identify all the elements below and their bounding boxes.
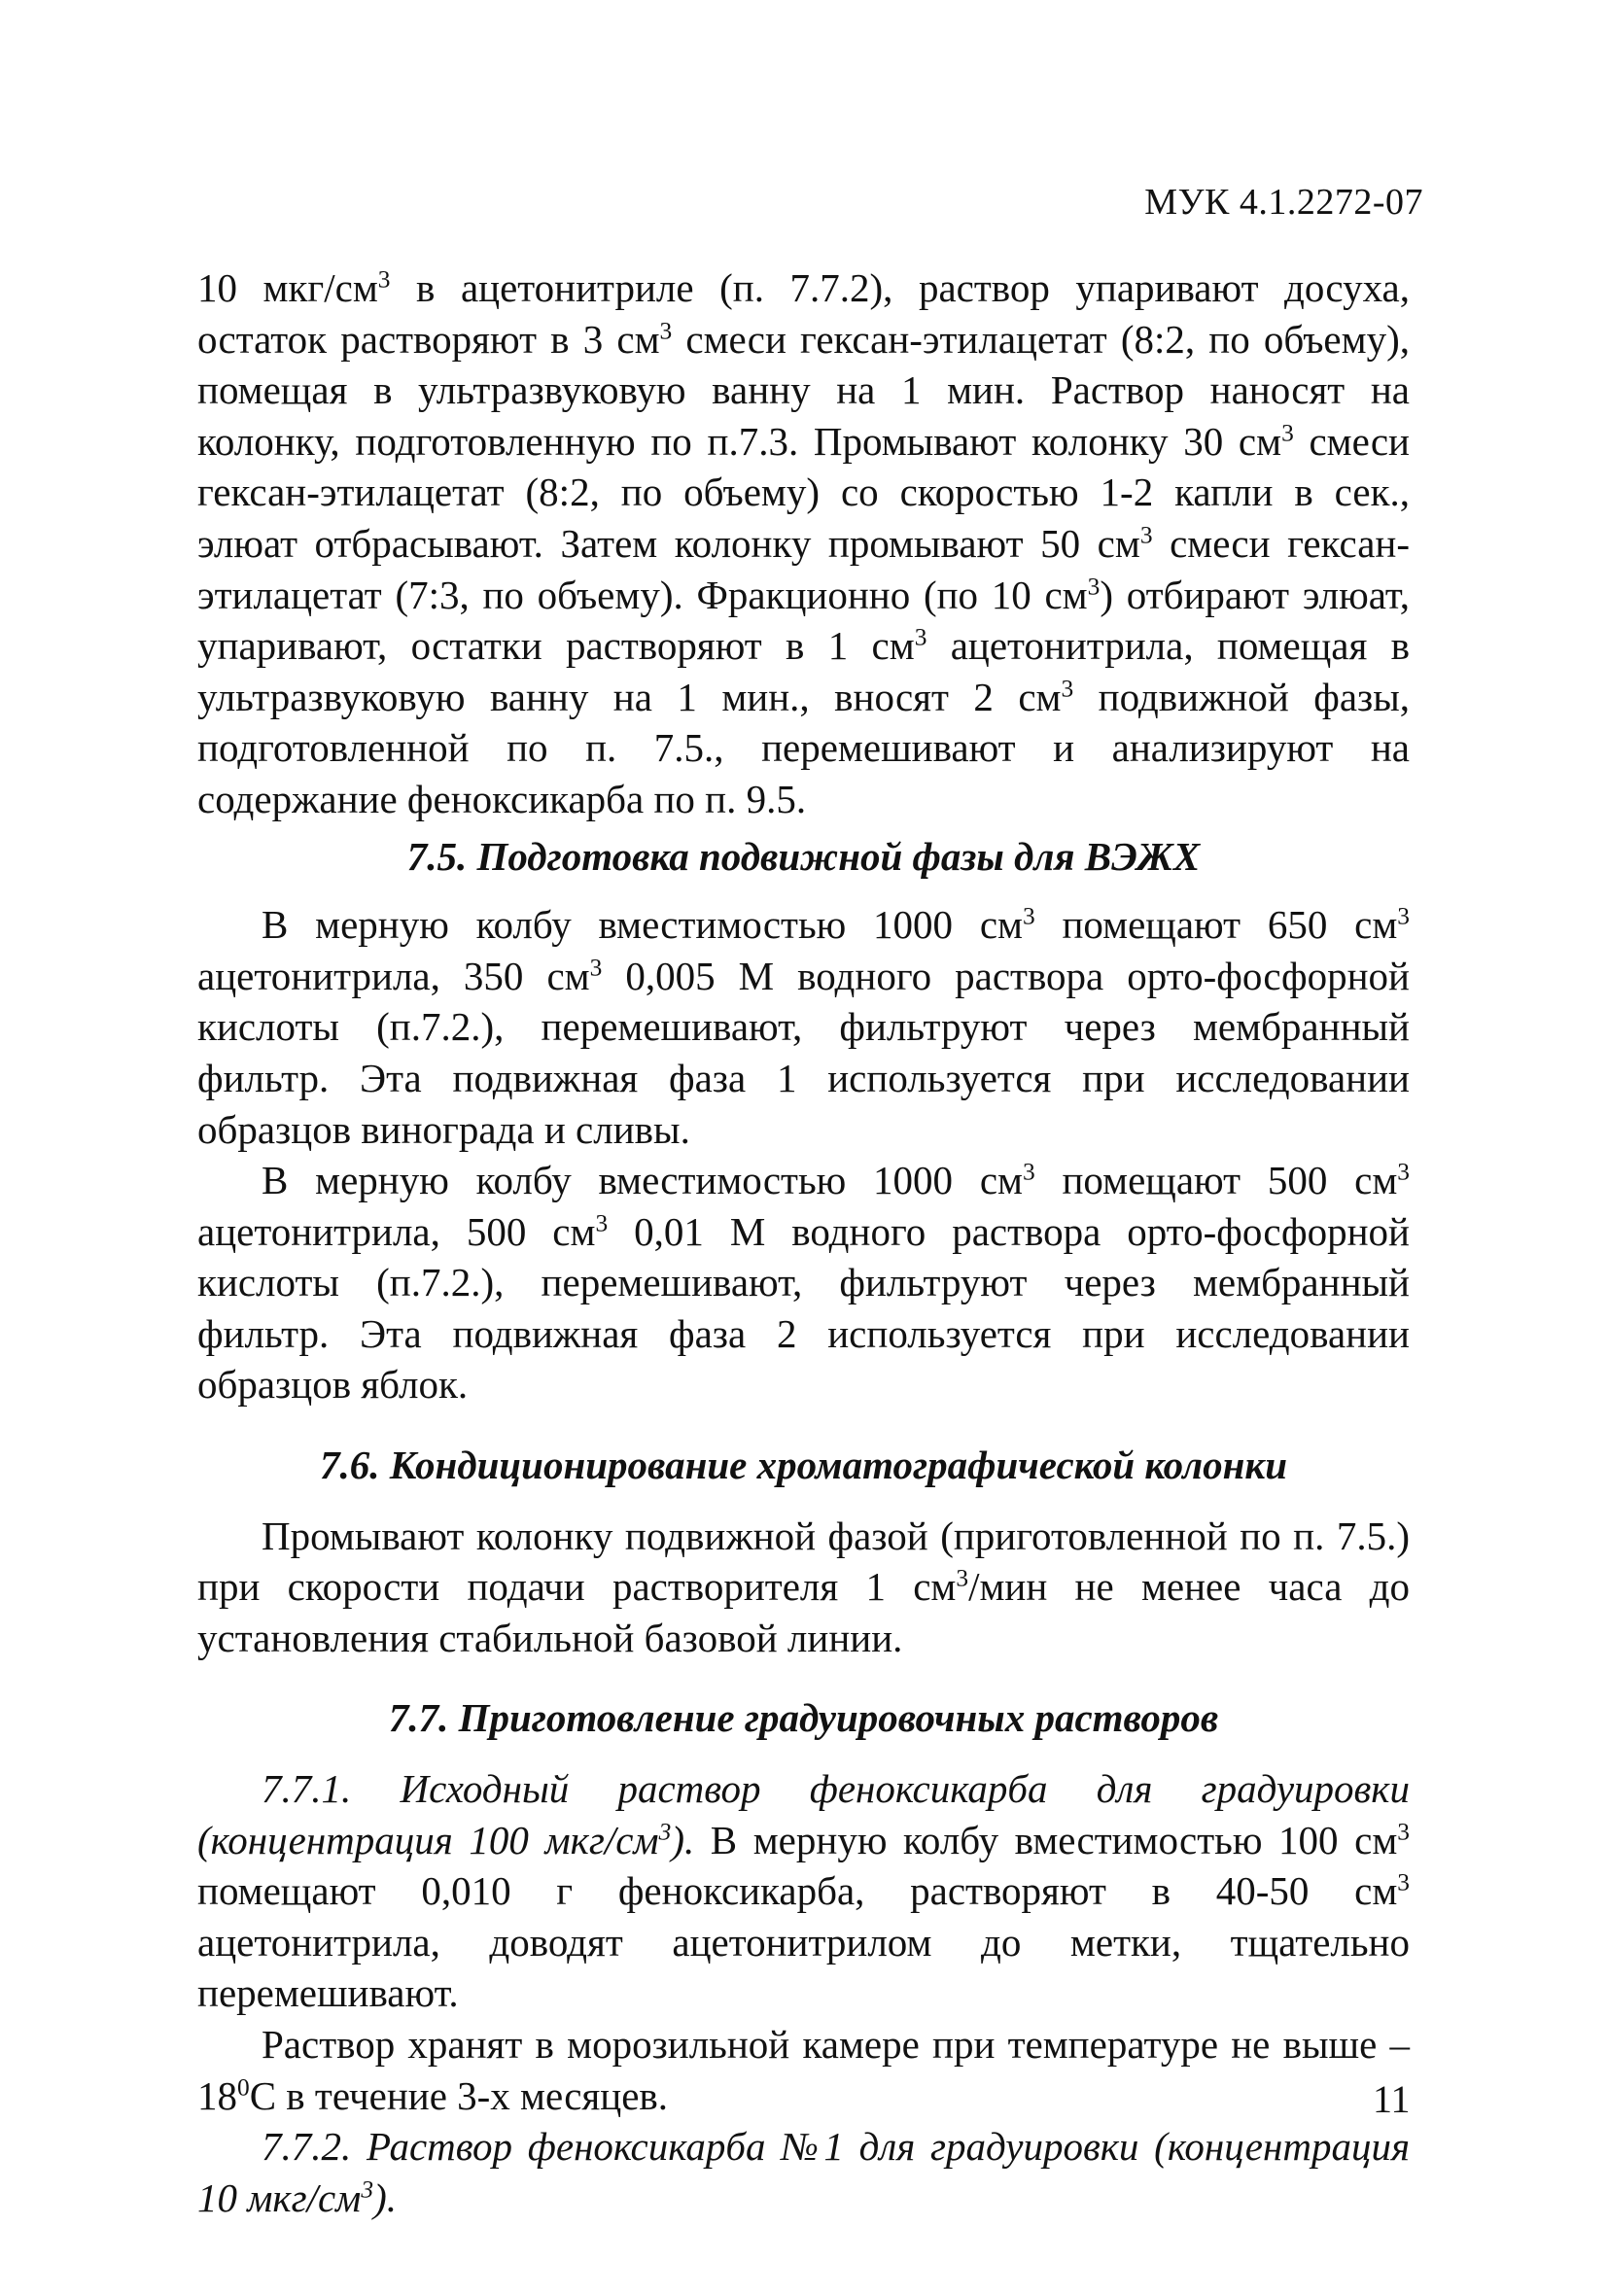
page-number: 11 (1373, 2077, 1411, 2121)
body-text (197, 262, 1410, 2223)
paragraph-7-7-storage: Раствор хранят в морозильной камере при температуре не выше $-18^0С$ в течение 3-х месяцев. (197, 2022, 1410, 2118)
paragraph-7-5-2: В мерную колбу вместимостью 1000 $см^3$ помещают 500 $см^3$ ацетонитрила, 500 $см^3$ 0,01 М водного раствора орто-фосфорной кислоты (п.7.2.), перемешивают, фильтруют через мембранный фильтр. Эта подвижная фаза 2 используется при исследовании образцов яблок. (197, 1158, 1411, 1408)
paragraph-7-7-2: 7.7.2. Раствор феноксикарба №1 для градуировки (концентрация 10 мкг/$см^3$). (197, 2124, 1410, 2220)
section-heading-7-7: 7.7. Приготовление градуировочных растворов (388, 1695, 1219, 1741)
section-heading-7-5: 7.5. Подготовка подвижной фазы для ВЭЖХ (406, 833, 1201, 879)
paragraph-7-6-1: Промывают колонку подвижной фазой (приготовленной по п. 7.5.) при скорости подачи растворителя 1 $см^3$/мин не менее часа до установления стабильной базовой линии. (197, 1513, 1410, 1660)
document-code: МУК 4.1.2272-07 (1144, 182, 1423, 223)
paragraph-7-7-1: 7.7.1. Исходный раствор феноксикарба для градуировки (концентрация 100 мкг/$см^3$). В мерную колбу вместимостью 100 $см^3$ помещают 0,010 г феноксикарба, растворяют в 40-50 $см^3$ ацетонитрила, доводят ацетонитрилом до метки, тщательно перемешивают. (197, 1766, 1410, 2016)
paragraph-7-5-1: В мерную колбу вместимостью 1000 $см^3$ помещают 650 $см^3$ ацетонитрила, 350 $см^3$ 0,005 М водного раствора орто-фосфорной кислоты (п.7.2.), перемешивают, фильтруют через мембранный фильтр. Эта подвижная фаза 1 используется при исследовании образцов винограда и сливы. (197, 902, 1410, 1152)
paragraph-continuation: 10 мкг/$см^3$ в ацетонитриле (п. 7.7.2), раствор упаривают досуха, остаток растворяют в 3 $см^3$ смеси гексан-этилацетат (8:2, по объему), помещая в ультразвуковую ванну на 1 мин. Раствор наносят на колонку, подготовленную по п.7.3. Промывают колонку 30 $см^3$ смеси гексан-этилацетат (8:2, по объему) со скоростью 1-2 капли в сек., элюат отбрасывают. Затем колонку промывают 50 $см^3$ смеси гексан-этилацетат (7:3, по объему). Фракционно (по 10 $см^3$) отбирают элюат, упаривают, остатки растворяют в 1 $см^3$ ацетонитрила, помещая в ультразвуковую ванну на 1 мин., вносят 2 $см^3$ подвижной фазы, подготовленной по п. 7.5., перемешивают и анализируют на содержание феноксикарба по п. 9.5. (197, 265, 1411, 821)
section-heading-7-6: 7.6. Кондиционирование хроматографической колонки (319, 1443, 1287, 1488)
